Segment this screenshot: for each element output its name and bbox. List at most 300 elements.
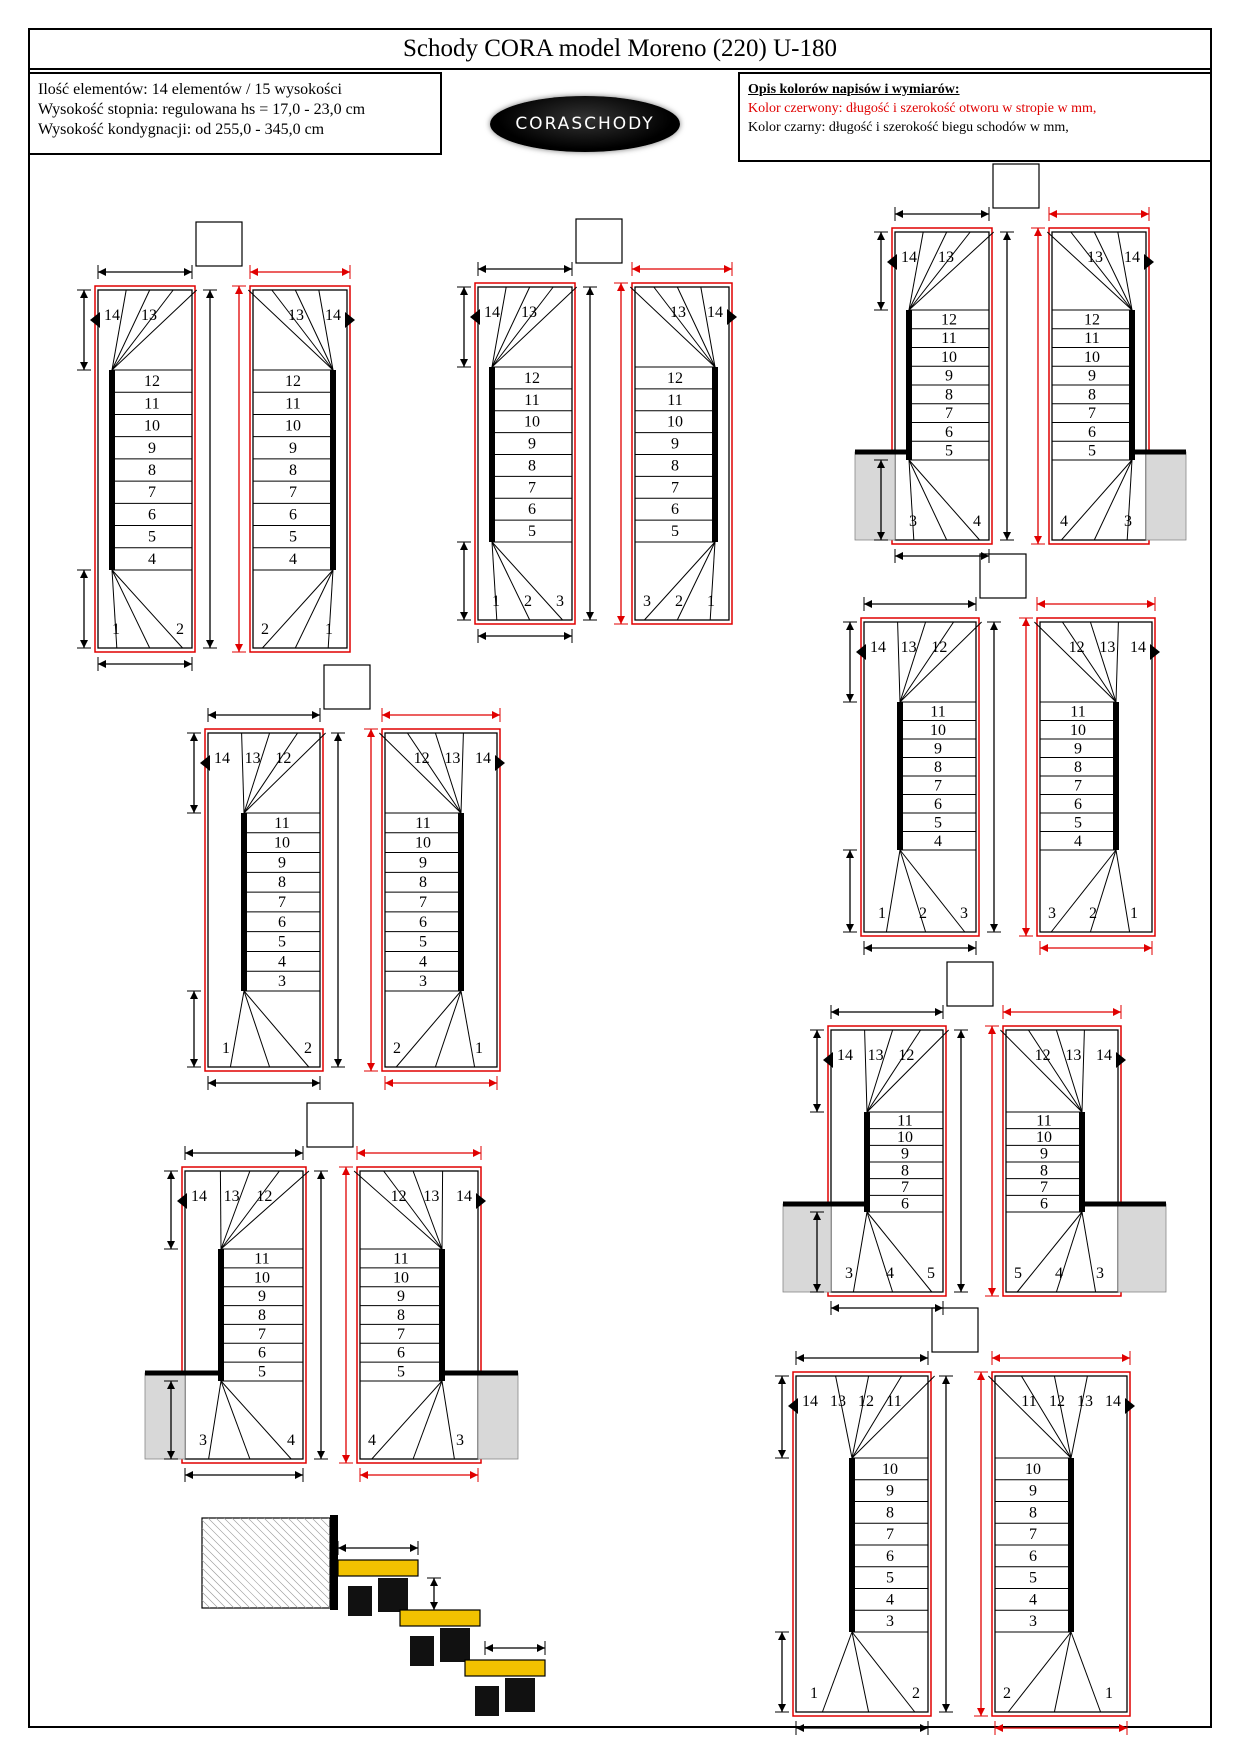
variant-number-box — [576, 219, 622, 263]
dim-arrow — [778, 1450, 786, 1458]
step-number: 7 — [1074, 777, 1082, 795]
step-number: 5 — [671, 523, 679, 541]
dim-arrow — [410, 1544, 418, 1552]
winder-line — [221, 1171, 250, 1249]
dim-arrow — [981, 210, 989, 218]
winder-line — [262, 570, 333, 648]
step-number: 6 — [148, 506, 156, 524]
dim-arrow — [920, 1354, 928, 1362]
step-number: 12 — [524, 369, 540, 387]
hole-outline-right — [992, 1372, 1130, 1716]
step-number: 10 — [667, 413, 683, 431]
landing-block — [783, 1204, 831, 1292]
step-number: 13 — [1087, 249, 1103, 266]
dim-arrow — [1040, 944, 1048, 952]
step-number: 14 — [214, 750, 230, 767]
winder-line — [867, 1030, 921, 1112]
step-number: 6 — [945, 423, 953, 441]
step-number: 9 — [1074, 740, 1082, 758]
step-number: 9 — [397, 1288, 405, 1306]
dim-arrow — [942, 1704, 950, 1712]
step-number: 14 — [707, 304, 723, 321]
step-number: 4 — [973, 513, 981, 530]
step-number: 14 — [1130, 639, 1146, 656]
step-number: 9 — [278, 854, 286, 872]
step-number: 8 — [278, 874, 286, 892]
dim-arrow — [295, 1471, 303, 1479]
winder-line — [354, 1171, 442, 1249]
winder-line — [630, 287, 715, 367]
step-number: 7 — [397, 1325, 405, 1343]
winder-line — [492, 287, 530, 367]
dim-arrow — [586, 287, 594, 295]
winder-line — [384, 1171, 442, 1249]
step-number: 3 — [278, 973, 286, 991]
step-number: 10 — [415, 834, 431, 852]
landing-block — [1118, 1204, 1166, 1292]
dim-arrow — [357, 1149, 365, 1157]
step-number: 12 — [413, 750, 430, 767]
step-number: 12 — [1068, 639, 1085, 656]
winder-line — [435, 991, 461, 1067]
winder-line — [112, 290, 173, 370]
stair-outline-right — [360, 1171, 478, 1459]
step-number: 9 — [671, 435, 679, 453]
stair-outline-right — [995, 1376, 1127, 1712]
step-number: 5 — [945, 442, 953, 460]
stair-outline-right — [1040, 622, 1152, 932]
step-number: 3 — [456, 1432, 464, 1449]
step-number: 12 — [1034, 1047, 1051, 1064]
hole-outline-right — [382, 729, 500, 1071]
dim-arrow — [334, 733, 342, 741]
dim-arrow — [1141, 210, 1149, 218]
step-number: 8 — [1029, 1504, 1037, 1522]
winder-line — [1062, 622, 1116, 702]
step-number: 7 — [671, 479, 679, 497]
dim-arrow — [190, 991, 198, 999]
step-number: 3 — [960, 905, 968, 922]
winder-line — [112, 570, 183, 648]
dim-arrow — [460, 612, 468, 620]
step-number: 12 — [256, 1188, 273, 1205]
step-number: 13 — [670, 304, 686, 321]
dim-arrow — [485, 1644, 493, 1652]
dim-arrow — [342, 1167, 350, 1175]
winder-line — [900, 622, 982, 702]
dim-arrow — [1034, 228, 1042, 236]
step-number: 8 — [934, 758, 942, 776]
dim-arrow — [167, 1241, 175, 1249]
step-number: 2 — [1003, 1685, 1011, 1702]
dim-arrow — [990, 924, 998, 932]
step-number: 5 — [934, 814, 942, 832]
step-number: 7 — [258, 1325, 266, 1343]
winder-line — [248, 290, 333, 370]
spec-elements: Ilość elementów: 14 elementów / 15 wysokości — [38, 81, 342, 98]
winder-line — [221, 1381, 291, 1459]
winder-line — [1094, 232, 1132, 310]
dim-arrow — [1022, 618, 1030, 626]
dim-arrow — [935, 1008, 943, 1016]
variant-number-box — [980, 554, 1026, 598]
dim-arrow — [1147, 600, 1155, 608]
dim-arrow — [1122, 1354, 1130, 1362]
step-number: 14 — [104, 307, 120, 324]
step-number: 7 — [419, 894, 427, 911]
landing-block — [1146, 452, 1186, 540]
winder-line — [1061, 460, 1132, 540]
step-number: 7 — [1029, 1526, 1037, 1544]
step-number: 6 — [886, 1547, 894, 1565]
step-number: 7 — [1088, 405, 1096, 423]
winder-line — [413, 1381, 442, 1459]
dim-arrow — [478, 265, 486, 273]
step-number: 8 — [528, 457, 536, 475]
dim-arrow — [895, 552, 903, 560]
step-number: 3 — [1096, 1265, 1104, 1282]
winder-line — [295, 290, 333, 370]
winder-line — [886, 850, 900, 932]
dim-arrow — [342, 1455, 350, 1463]
winder-line — [909, 232, 994, 310]
winder-line — [1071, 1376, 1087, 1458]
step-number: 4 — [934, 832, 942, 850]
step-number: 13 — [223, 1188, 240, 1205]
winder-line — [836, 1376, 852, 1458]
dim-arrow — [1144, 944, 1152, 952]
step-number: 8 — [1074, 758, 1082, 776]
dim-arrow — [1049, 210, 1057, 218]
dim-arrow — [920, 1724, 928, 1732]
stair-variant-8 — [775, 1308, 1135, 1735]
hole-outline-right — [1037, 618, 1155, 936]
winder-line — [1028, 1030, 1082, 1112]
dim-arrow — [846, 622, 854, 630]
step-number: 5 — [886, 1569, 894, 1587]
step-number: 12 — [898, 1047, 915, 1064]
step-number: 11 — [415, 814, 431, 832]
winder-line — [244, 733, 326, 813]
step-number: 14 — [870, 639, 886, 656]
winder-line — [442, 1171, 443, 1249]
step-number: 6 — [278, 913, 286, 931]
step-number: 6 — [1074, 795, 1082, 813]
dim-arrow — [831, 1008, 839, 1016]
step-number: 6 — [419, 913, 427, 931]
dim-arrow — [968, 944, 976, 952]
step-number: 11 — [941, 330, 957, 348]
step-number: 2 — [393, 1040, 401, 1057]
dim-arrow — [813, 1030, 821, 1038]
step-number: 5 — [148, 528, 156, 546]
winder-line — [1008, 1632, 1071, 1712]
landing-block — [145, 1373, 185, 1459]
dim-arrow — [586, 612, 594, 620]
winder-line — [209, 1381, 221, 1459]
winder-line — [242, 733, 244, 813]
dim-arrow — [1119, 1724, 1127, 1732]
dim-arrow — [430, 1578, 438, 1586]
dim-arrow — [80, 362, 88, 370]
step-number: 6 — [528, 501, 536, 519]
step-number: 4 — [886, 1591, 894, 1609]
stair-variant-6 — [145, 1103, 518, 1482]
step-number: 8 — [397, 1307, 405, 1324]
step-number: 4 — [1074, 832, 1082, 850]
winder-line — [221, 1381, 250, 1459]
step-number: 8 — [886, 1504, 894, 1522]
step-number: 10 — [1084, 348, 1100, 366]
variant-number-box — [307, 1103, 353, 1147]
winder-line — [461, 733, 463, 813]
step-number: 6 — [934, 795, 942, 813]
winder-line — [220, 1171, 221, 1249]
step-number: 5 — [258, 1363, 266, 1381]
step-number: 1 — [475, 1040, 483, 1057]
winder-line — [852, 1632, 869, 1712]
step-number: 12 — [144, 373, 160, 391]
dim-arrow — [778, 1376, 786, 1384]
step-number: 14 — [475, 750, 491, 767]
step-number: 14 — [1124, 249, 1140, 266]
winder-line — [1116, 850, 1130, 932]
dim-arrow — [367, 1063, 375, 1071]
dim-arrow — [334, 1059, 342, 1067]
step-number: 11 — [667, 391, 683, 409]
hole-outline-right — [357, 1167, 481, 1463]
dim-arrow — [185, 1149, 193, 1157]
step-number: 11 — [524, 391, 540, 409]
dim-arrow — [992, 1354, 1000, 1362]
step-number: 6 — [258, 1344, 266, 1362]
step-number: 5 — [397, 1363, 405, 1381]
step-number: 1 — [1105, 1685, 1113, 1702]
dim-arrow — [492, 711, 500, 719]
riser-block — [410, 1636, 434, 1666]
step-number: 6 — [1029, 1547, 1037, 1565]
step-number: 10 — [1025, 1460, 1041, 1478]
dim-arrow — [208, 711, 216, 719]
winder-line — [677, 287, 715, 367]
winder-line — [898, 622, 900, 702]
dim-arrow — [957, 1030, 965, 1038]
dim-arrow — [98, 660, 106, 668]
step-number: 10 — [393, 1269, 409, 1287]
step-number: 1 — [707, 593, 715, 610]
dim-arrow — [295, 1149, 303, 1157]
dim-arrow — [98, 268, 106, 276]
dim-arrow — [988, 1288, 996, 1296]
step-number: 14 — [901, 249, 917, 266]
step-section-detail — [202, 1515, 545, 1716]
dim-arrow — [367, 729, 375, 737]
step-number: 12 — [285, 373, 301, 391]
legend-red: Kolor czerwony: długość i szerokość otworu w stropie w mm, — [748, 101, 1097, 116]
winder-line — [1034, 622, 1116, 702]
dim-arrow — [184, 268, 192, 276]
dim-arrow — [80, 290, 88, 298]
dim-arrow — [846, 924, 854, 932]
step-number: 2 — [919, 905, 927, 922]
step-number: 3 — [1124, 513, 1132, 530]
dim-arrow — [190, 733, 198, 741]
dim-arrow — [813, 1104, 821, 1112]
dim-arrow — [995, 1724, 1003, 1732]
step-number: 1 — [222, 1040, 230, 1057]
step-number: 7 — [1040, 1179, 1048, 1196]
step-number: 9 — [258, 1288, 266, 1306]
step-number: 14 — [325, 307, 341, 324]
winder-line — [272, 290, 333, 370]
step-number: 14 — [837, 1047, 853, 1064]
winder-line — [230, 991, 244, 1067]
step-number: 3 — [419, 973, 427, 991]
winder-line — [379, 733, 461, 813]
winder-line — [1116, 622, 1118, 702]
page-title: Schody CORA model Moreno (220) U-180 — [28, 28, 1212, 70]
step-number: 7 — [289, 484, 297, 502]
step-number: 14 — [1096, 1047, 1112, 1064]
winder-line — [988, 1376, 1071, 1458]
step-number: 12 — [667, 369, 683, 387]
step-number: 13 — [1099, 639, 1116, 656]
stair-variant-2 — [457, 219, 737, 643]
step-number: 14 — [1105, 1393, 1121, 1410]
step-number: 5 — [528, 523, 536, 541]
step-number: 8 — [901, 1162, 909, 1180]
step-number: 6 — [1088, 423, 1096, 441]
step-number: 10 — [1070, 721, 1086, 739]
dim-arrow — [846, 850, 854, 858]
step-number: 3 — [886, 1613, 894, 1631]
step-number: 4 — [886, 1265, 894, 1282]
step-number: 9 — [528, 435, 536, 453]
spec-step-height: Wysokość stopnia: regulowana hs = 17,0 - 23,0 cm — [38, 101, 366, 118]
step-number: 14 — [456, 1188, 472, 1205]
stair-variant-7 — [783, 962, 1166, 1315]
variant-number-box — [324, 665, 370, 709]
dim-arrow — [977, 1708, 985, 1716]
dim-arrow — [235, 644, 243, 652]
step-number: 12 — [390, 1188, 407, 1205]
dim-arrow — [470, 1471, 478, 1479]
winder-line — [1082, 1030, 1084, 1112]
step-number: 12 — [275, 750, 292, 767]
step-number: 2 — [1089, 905, 1097, 922]
step-number: 12 — [931, 639, 948, 656]
dim-arrow — [1034, 536, 1042, 544]
step-number: 10 — [882, 1460, 898, 1478]
dim-arrow — [1037, 600, 1045, 608]
dim-arrow — [338, 1544, 346, 1552]
dim-arrow — [981, 552, 989, 560]
dim-arrow — [184, 660, 192, 668]
dim-arrow — [968, 600, 976, 608]
dim-arrow — [385, 1079, 393, 1087]
step-number: 11 — [274, 814, 290, 832]
winder-line — [396, 991, 461, 1067]
step-number: 8 — [1040, 1162, 1048, 1180]
step-number: 11 — [1021, 1393, 1037, 1410]
winder-line — [900, 850, 965, 932]
dim-arrow — [617, 283, 625, 291]
legend-heading: Opis kolorów napisów i wymiarów: — [748, 82, 960, 97]
stair-outline-left — [831, 1030, 943, 1292]
step-number: 8 — [258, 1307, 266, 1324]
winder-line — [909, 460, 980, 540]
step-number: 1 — [112, 621, 120, 638]
step-number: 10 — [524, 413, 540, 431]
winder-line — [407, 733, 461, 813]
step-number: 9 — [419, 854, 427, 872]
step-number: 8 — [289, 462, 297, 479]
winder-line — [112, 290, 150, 370]
dim-arrow — [990, 622, 998, 630]
step-number: 13 — [1077, 1393, 1093, 1410]
dim-arrow — [208, 1079, 216, 1087]
step-number: 7 — [278, 894, 286, 911]
step-number: 6 — [671, 501, 679, 519]
dim-arrow — [942, 1376, 950, 1384]
stair-outline-left — [864, 622, 976, 932]
winder-line — [1054, 1632, 1071, 1712]
dim-arrow — [185, 1471, 193, 1479]
dim-arrow — [342, 268, 350, 276]
dim-arrow — [360, 1471, 368, 1479]
winder-line — [1071, 1632, 1101, 1712]
step-number: 4 — [289, 550, 297, 568]
step-number: 4 — [368, 1432, 376, 1449]
hole-outline-left — [861, 618, 979, 936]
step-number: 13 — [141, 307, 157, 324]
step-number: 2 — [675, 593, 683, 610]
winder-line — [221, 1171, 309, 1249]
step-number: 6 — [901, 1195, 909, 1213]
spec-floor-height: Wysokość kondygnacji: od 255,0 - 345,0 cm — [38, 121, 325, 138]
winder-line — [909, 232, 947, 310]
step-number: 4 — [287, 1432, 295, 1449]
step-number: 13 — [288, 307, 304, 324]
riser-block — [475, 1686, 499, 1716]
step-number: 4 — [1055, 1265, 1063, 1282]
dim-arrow — [1003, 232, 1011, 240]
step-number: 3 — [643, 593, 651, 610]
step-number: 4 — [278, 953, 286, 971]
dim-arrow — [206, 640, 214, 648]
step-number: 9 — [945, 367, 953, 385]
winder-line — [1047, 232, 1132, 310]
slab-edge — [330, 1515, 338, 1610]
step-number: 8 — [1088, 386, 1096, 404]
riser-block — [440, 1628, 470, 1662]
step-number: 7 — [934, 777, 942, 795]
step-number: 9 — [148, 439, 156, 457]
step-number: 1 — [810, 1685, 818, 1702]
step-number: 5 — [278, 933, 286, 951]
dim-arrow — [312, 711, 320, 719]
step-number: 4 — [419, 953, 427, 971]
step-number: 7 — [148, 484, 156, 502]
dim-arrow — [478, 632, 486, 640]
winder-line — [852, 1376, 869, 1458]
step-number: 2 — [304, 1040, 312, 1057]
dim-arrow — [250, 268, 258, 276]
dim-arrow — [831, 1304, 839, 1312]
winder-line — [852, 1376, 902, 1458]
step-number: 11 — [1070, 703, 1086, 721]
step-number: 11 — [930, 703, 946, 721]
